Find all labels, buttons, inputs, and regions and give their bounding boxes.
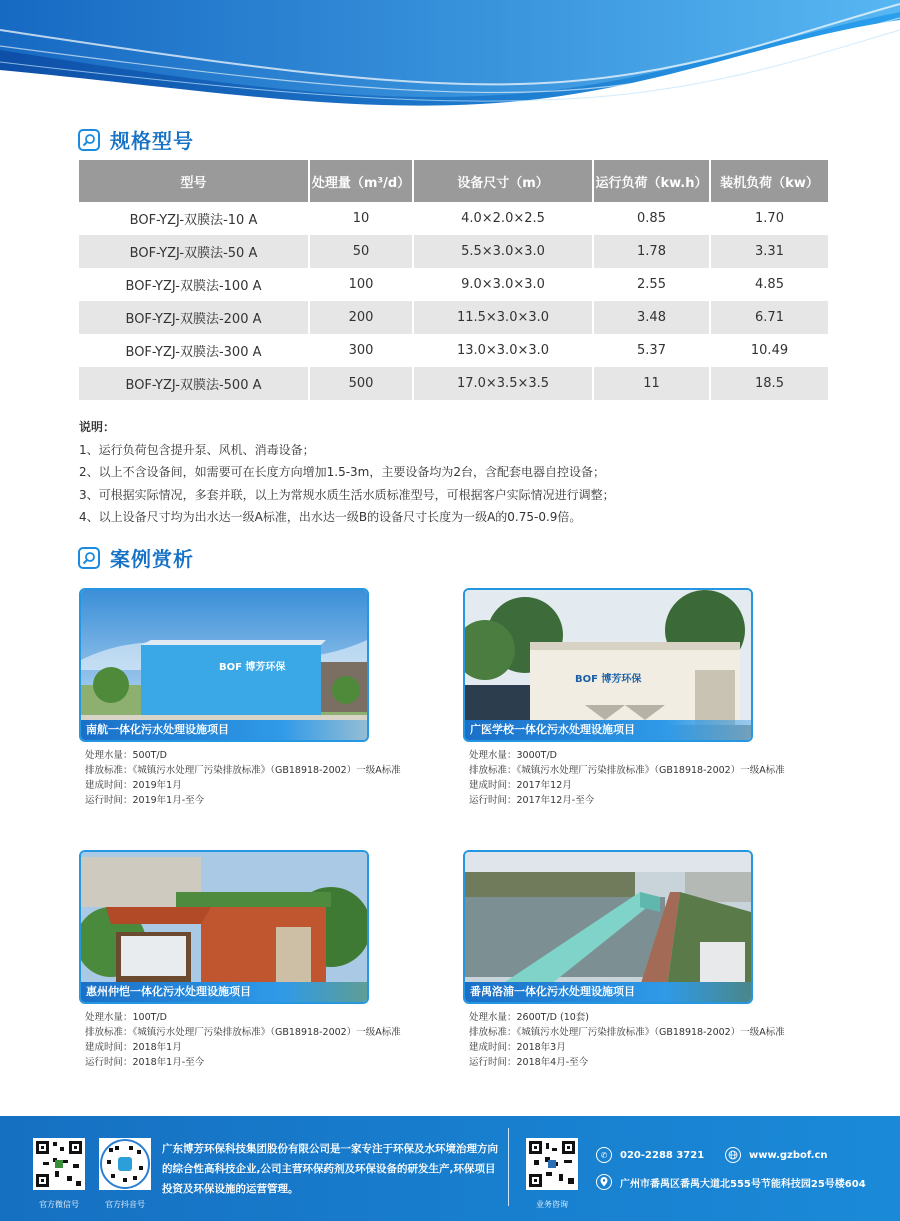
spec-section-title: 规格型号 xyxy=(110,129,194,153)
case-caption: 南航一体化污水处理设施项目 xyxy=(81,720,367,740)
case-section-title: 案例赏析 xyxy=(110,547,194,571)
case-running: 运行时间：2018年1月-至今 xyxy=(85,1057,205,1068)
company-description: 广东博芳环保科技集团股份有限公司是一家专注于环保及水环境治理方向的综合性高科技企业,公司主营环保药剂及环保设备的研发生产,环保项目投资及环保设施的运营管理。 xyxy=(162,1143,498,1195)
table-row xyxy=(79,301,828,334)
table-row xyxy=(79,202,828,235)
table-row xyxy=(79,268,828,301)
case-built: 建成时间：2017年12月 xyxy=(469,780,572,791)
table-row xyxy=(79,235,828,268)
address-contact xyxy=(596,1174,866,1190)
case-info xyxy=(469,1010,785,1070)
cell-size: 5.5×3.0×3.0 xyxy=(413,235,593,268)
cell-installed-load: 6.71 xyxy=(710,301,828,334)
note-item: 1、运行负荷包含提升泵、风机、消毒设备； xyxy=(79,442,315,457)
cell-running-load: 1.78 xyxy=(593,235,710,268)
cell-installed-load: 1.70 xyxy=(755,211,784,226)
notes-block xyxy=(79,416,615,529)
case-capacity: 处理水量：500T/D xyxy=(85,750,167,761)
cell-size: 4.0×2.0×2.5 xyxy=(413,202,593,235)
cell-running-load: 11 xyxy=(593,367,710,400)
case-built: 建成时间：2018年3月 xyxy=(469,1042,566,1053)
case-card xyxy=(463,588,785,808)
note-item: 4、以上设备尺寸均为出水达一级A标准，出水达一级B的设备尺寸长度为一级A的0.75-0.9倍。 xyxy=(79,510,582,524)
note-item: 2、以上不含设备间，如需要可在长度方向增加1.5-3m，主要设备均为2台，含配套电器自控设备； xyxy=(79,465,606,479)
note-item: 3、可根据实际情况，多套并联，以上为常规水质生活水质标准型号，可根据客户实际情况进行调整； xyxy=(79,487,615,502)
cell-model: BOF-YZJ-双膜法-200 A xyxy=(79,301,309,334)
cell-capacity: 500 xyxy=(309,367,413,400)
case-running: 运行时间：2017年12月-至今 xyxy=(469,795,595,806)
spec-table-header-row xyxy=(79,160,828,202)
cell-capacity: 50 xyxy=(309,235,413,268)
address-text: 广州市番禺区番禺大道北555号节能科技园25号楼604 xyxy=(620,1178,866,1190)
cell-running-load: 2.55 xyxy=(593,268,710,301)
case-section-heading xyxy=(78,543,194,572)
photo-sign-text: BOF 博芳环保 xyxy=(219,662,286,673)
spec-table xyxy=(79,160,828,400)
website-url: www.gzbof.cn xyxy=(749,1149,828,1161)
header-capacity: 处理量（m³/d） xyxy=(309,160,413,202)
globe-icon xyxy=(725,1147,741,1163)
cell-model: BOF-YZJ-双膜法-50 A xyxy=(79,235,309,268)
magnifier-icon xyxy=(78,547,100,569)
cell-installed-load: 3.31 xyxy=(710,235,828,268)
cell-running-load: 5.37 xyxy=(593,334,710,367)
header-model: 型号 xyxy=(79,160,309,202)
cell-model: BOF-YZJ-双膜法-300 A xyxy=(79,334,309,367)
cell-size: 9.0×3.0×3.0 xyxy=(413,268,593,301)
photo-sign-text: BOF 博芳环保 xyxy=(575,674,642,685)
case-capacity: 处理水量：2600T/D (10套) xyxy=(469,1012,590,1023)
cell-running-load: 3.48 xyxy=(593,301,710,334)
table-row xyxy=(79,334,828,367)
header-installed-load: 装机负荷（kw） xyxy=(710,160,828,202)
douyin-qr-label: 官方抖音号 xyxy=(105,1200,145,1209)
cell-capacity: 300 xyxy=(309,334,413,367)
notes-title: 说明： xyxy=(79,420,116,434)
case-capacity: 处理水量：100T/D xyxy=(85,1012,167,1023)
case-standard: 排放标准：《城镇污水处理厂污染排放标准》（GB18918-2002）一级A标准 xyxy=(469,1027,785,1038)
header-wave xyxy=(0,0,900,115)
case-capacity: 处理水量：3000T/D xyxy=(469,750,557,761)
magnifier-icon xyxy=(78,129,100,151)
cell-running-load: 0.85 xyxy=(593,202,710,235)
website-contact xyxy=(725,1147,828,1163)
case-card xyxy=(79,588,401,808)
case-standard: 排放标准：《城镇污水处理厂污染排放标准》（GB18918-2002）一级A标准 xyxy=(85,1027,401,1038)
case-card xyxy=(79,850,401,1070)
case-standard: 排放标准：《城镇污水处理厂污染排放标准》（GB18918-2002）一级A标准 xyxy=(85,765,401,776)
phone-contact xyxy=(596,1147,704,1163)
table-row xyxy=(79,367,828,400)
case-photo xyxy=(79,588,369,742)
cell-installed-load: 18.5 xyxy=(710,367,828,400)
phone-number: 020-2288 3721 xyxy=(620,1149,705,1161)
case-photo xyxy=(79,850,369,1004)
cell-model: BOF-YZJ-双膜法-10 A xyxy=(79,202,309,235)
location-icon xyxy=(596,1174,612,1190)
case-info xyxy=(85,748,401,808)
cell-model: BOF-YZJ-双膜法-500 A xyxy=(79,367,309,400)
phone-icon: ✆ xyxy=(596,1147,612,1163)
case-photo xyxy=(463,850,753,1004)
cell-installed-load: 4.85 xyxy=(755,277,784,292)
case-standard: 排放标准：《城镇污水处理厂污染排放标准》（GB18918-2002）一级A标准 xyxy=(469,765,785,776)
case-running: 运行时间：2019年1月-至今 xyxy=(85,795,205,806)
case-card xyxy=(463,850,785,1070)
wechat-qr-label: 官方微信号 xyxy=(39,1200,79,1209)
cell-installed-load: 10.49 xyxy=(750,343,789,358)
case-built: 建成时间：2018年1月 xyxy=(85,1042,182,1053)
case-caption: 番禺洛浦一体化污水处理设施项目 xyxy=(465,982,751,1002)
business-qr-code xyxy=(526,1138,578,1190)
header-size: 设备尺寸（m） xyxy=(413,160,593,202)
case-caption: 惠州仲恺一体化污水处理设施项目 xyxy=(81,982,367,1002)
case-built: 建成时间：2019年1月 xyxy=(85,780,182,791)
footer-divider xyxy=(508,1128,509,1206)
case-running: 运行时间：2018年4月-至今 xyxy=(469,1057,589,1068)
case-info xyxy=(85,1010,401,1070)
case-caption: 广医学校一体化污水处理设施项目 xyxy=(465,720,751,740)
case-photo xyxy=(463,588,753,742)
cell-capacity: 10 xyxy=(309,202,413,235)
cell-size: 11.5×3.0×3.0 xyxy=(413,301,593,334)
spec-section-heading xyxy=(78,125,194,154)
header-running-load: 运行负荷（kw.h） xyxy=(593,160,710,202)
cell-size: 13.0×3.0×3.0 xyxy=(413,334,593,367)
wechat-qr-code xyxy=(33,1138,85,1190)
case-info xyxy=(469,748,785,808)
cell-size: 17.0×3.5×3.5 xyxy=(413,367,593,400)
douyin-qr-code xyxy=(99,1138,151,1190)
business-qr-label: 业务咨询 xyxy=(536,1200,568,1209)
cell-capacity: 200 xyxy=(309,301,413,334)
cell-capacity: 100 xyxy=(309,268,413,301)
cell-model: BOF-YZJ-双膜法-100 A xyxy=(79,268,309,301)
